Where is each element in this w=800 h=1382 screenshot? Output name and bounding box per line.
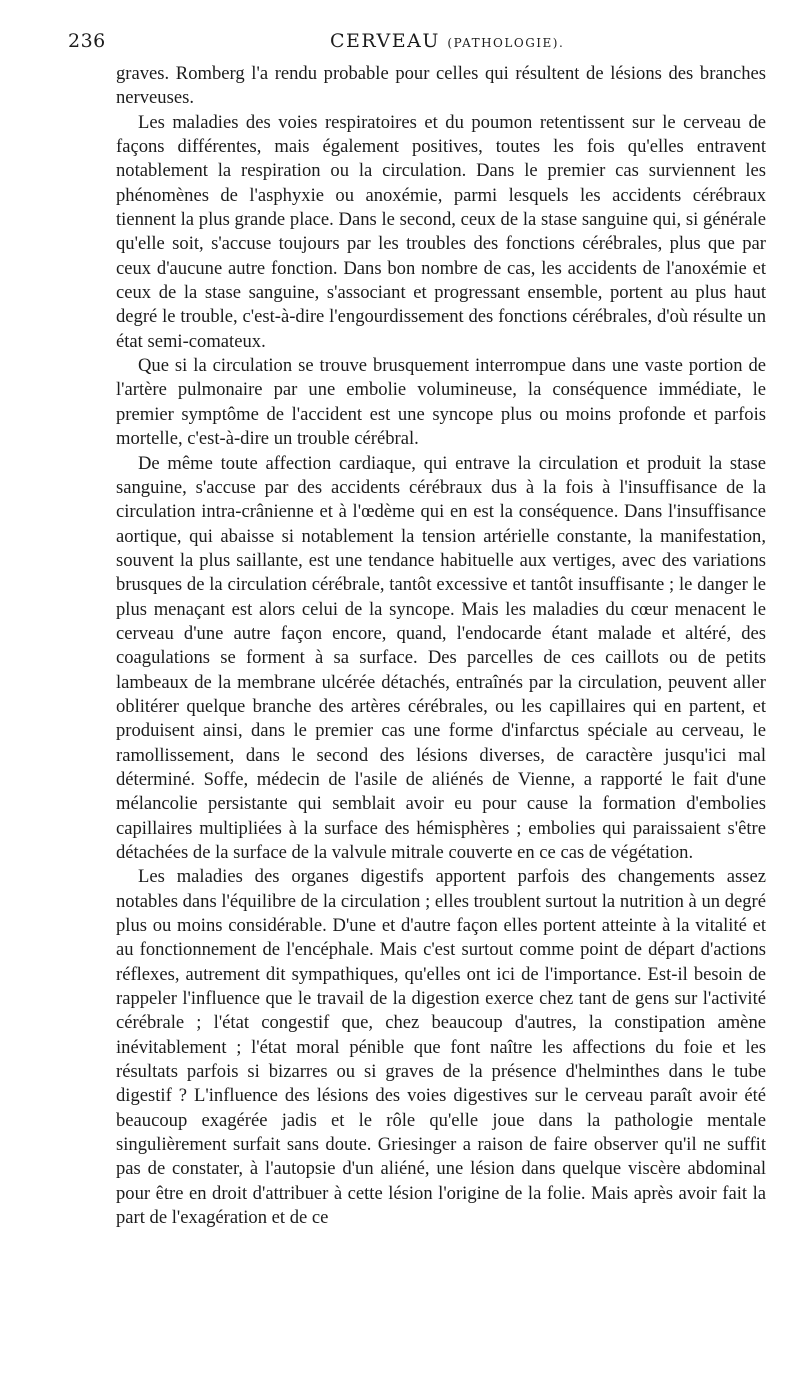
paragraph-respiratory: Les maladies des voies respiratoires et du poumon retentissent sur le cerveau de façons différentes, mais également positives, toutes les fois qu'elles entravent notablement la respiration ou la circulation. Dans le premier cas surviennent les phénomènes de l'asphyxie ou anoxémie, parmi lesquels les accidents cérébraux tiennent la plus grande place. Dans le second, ceux de la stase sanguine qui, si générale qu'elle soit, s'accuse toujours par les troubles des fonctions cérébrales, plus que par ceux d'aucune autre fonction. Dans bon nombre de cas, les accidents de l'anoxémie et ceux de la stase sanguine, s'associant et progressant ensemble, portent au plus haut degré le trouble, c'est-à-dire l'engourdissement des fonctions cérébrales, d'où résulte un état semi-comateux. <box>116 111 766 352</box>
body-text <box>116 62 766 1231</box>
paragraph-embolism: Que si la circulation se trouve brusquement interrompue dans une vaste portion de l'artère pulmonaire par une embolie volumineuse, la conséquence immédiate, le premier symptôme de l'accident est une syncope plus ou moins profonde et parfois mortelle, c'est-à-dire un trouble cérébral. <box>116 355 766 450</box>
running-title-subtitle: (PATHOLOGIE). <box>447 36 565 50</box>
paragraph-digestive: Les maladies des organes digestifs apportent parfois des changements assez notables dans l'équilibre de la circulation ; elles troublent surtout la nutrition à un degré plus ou moins considérable. D'une et d'autre façon elles portent atteinte à la vitalité et au fonctionnement de l'encéphale. Mais c'est surtout comme point de départ d'actions réflexes, autrement dit sympathiques, qu'elles ont ici de l'importance. Est-il besoin de rappeler l'influence que le travail de la digestion exerce chez tant de gens sur l'activité cérébrale ; l'état congestif que, chez beaucoup d'autres, la constipation amène inévitablement ; l'état moral pénible que font naître les affections du foie et les résultats parfois si bizarres ou si graves de la présence d'helminthes dans le tube digestif ? L'influence des lésions des voies digestives sur le cerveau paraît avoir été beaucoup exagérée jadis et le rôle qu'elle joue dans la pathologie mentale singulièrement surfait sans doute. Griesinger a raison de faire observer qu'il ne suffit pas de constater, à l'autopsie d'un aliéné, une lésion dans quelque viscère abdominal pour être en droit d'attribuer à cette lésion l'origine de la folie. Mais après avoir fait la part de l'exagération et de ce <box>116 866 766 1229</box>
page-number: 236 <box>68 30 106 52</box>
running-title <box>330 30 564 52</box>
paragraph-cardiac: De même toute affection cardiaque, qui entrave la circulation et produit la stase sanguine, s'accuse par des accidents cérébraux dus à la fois à l'insuffisance de la circulation intra-crânienne et à l'œdème qui en est la conséquence. Dans l'insuffisance aortique, qui abaisse si notablement la tension artérielle constante, la manifestation, souvent la plus saillante, est une tendance habituelle aux vertiges, avec des variations brusques de la circulation cérébrale, tantôt excessive et tantôt insuffisante ; le danger le plus menaçant est alors celui de la syncope. Mais les maladies du cœur menacent le cerveau d'une autre façon encore, quand, l'endocarde étant malade et altéré, des coagulations se forment à sa surface. Des parcelles de ces caillots ou de petits lambeaux de la membrane ulcérée détachés, entraînés par la circulation, peuvent aller oblitérer quelque branche des artères cérébrales, ou les capillaires qui en partent, et produisent ainsi, dans le premier cas une forme d'infarctus spéciale au cerveau, le ramollissement, dans le second des lésions diverses, de caractère jusqu'ici mal déterminé. Soffe, médecin de l'asile de aliénés de Vienne, a rapporté le fait d'une mélancolie persistante qui semblait avoir eu pour cause la formation d'embolies capillaires multipliées à la surface des hémisphères ; embolies qui paraissaient s'être détachées de la surface de la valvule mitrale couverte en ce cas de végétation. <box>116 452 766 863</box>
paragraph-continuation: graves. Romberg l'a rendu probable pour celles qui résultent de lésions des branches nerveuses. <box>116 63 766 109</box>
running-head <box>68 30 768 56</box>
running-title-main: CERVEAU <box>330 30 440 52</box>
